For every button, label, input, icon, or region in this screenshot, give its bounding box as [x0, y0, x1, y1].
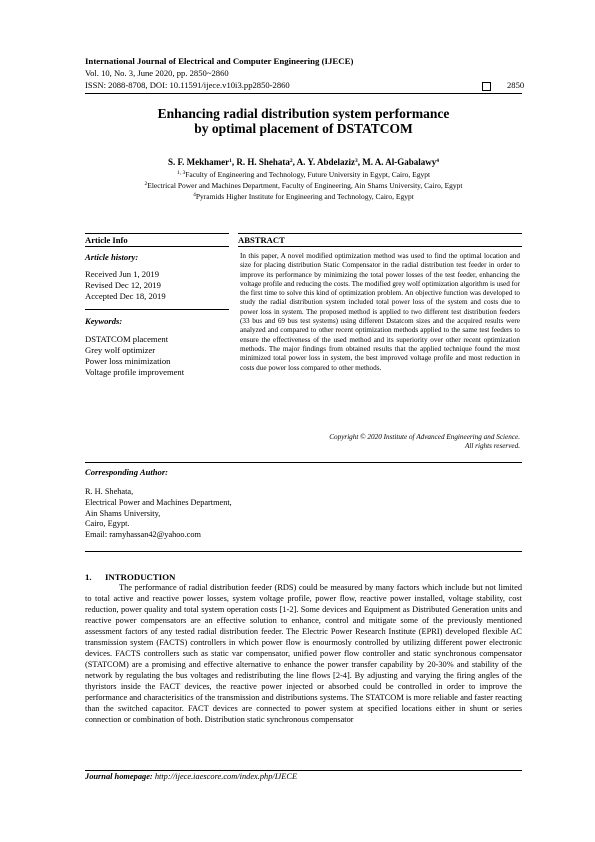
- history-divider: [85, 309, 229, 310]
- section-title: INTRODUCTION: [105, 572, 176, 582]
- page-box-icon: [482, 82, 491, 91]
- history-item: Accepted Dec 18, 2019: [85, 291, 166, 301]
- author-separator: ,: [292, 157, 297, 167]
- keyword: Voltage profile improvement: [85, 367, 185, 377]
- affiliation-sup: 4: [193, 192, 196, 198]
- keywords-list: [85, 334, 184, 378]
- section-heading: [85, 572, 175, 582]
- issn-doi: ISSN: 2088-8708, DOI: 10.11591/ijece.v10i3.pp2850-2860: [85, 80, 290, 90]
- history-item: Received Jun 1, 2019: [85, 269, 159, 279]
- author-list: [85, 157, 522, 167]
- header-divider: [85, 93, 522, 94]
- author-sup: 2: [289, 158, 293, 164]
- keyword: DSTATCOM placement: [85, 334, 169, 344]
- corresponding-heading: Corresponding Author:: [85, 467, 169, 477]
- title-line-1: Enhancing radial distribution system performance: [157, 106, 450, 121]
- journal-name: International Journal of Electrical and Computer Engineering (IJECE): [85, 56, 354, 66]
- article-info-sub-rule: [85, 246, 229, 247]
- keywords-heading: Keywords:: [85, 316, 123, 326]
- history-list: [85, 269, 166, 302]
- history-heading: Article history:: [85, 252, 139, 262]
- author-sup: 4: [436, 158, 440, 164]
- author: A. Y. Abdelaziz: [296, 157, 356, 167]
- author-sup: 1: [229, 158, 232, 164]
- corresponding-details: [85, 487, 232, 541]
- affiliation-text: Electrical Power and Machines Department, Faculty of Engineering, Ain Shams University, Cairo, Egypt: [147, 181, 463, 190]
- title-line-2: by optimal placement of DSTATCOM: [194, 121, 413, 136]
- copyright: [240, 433, 520, 452]
- author: M. A. Al-Gabalawy: [362, 157, 437, 167]
- affiliation: [85, 170, 522, 180]
- affiliation-text: Pyramids Higher Institute for Engineering and Technology, Cairo, Egypt: [195, 192, 414, 201]
- history-item: Revised Dec 12, 2019: [85, 280, 161, 290]
- author: S. F. Mekhamer: [167, 157, 230, 167]
- abstract-text: In this paper, A novel modified optimization method was used to find the optimal location and size for placing distribution Static Compensator in the radial distribution test feeder in order to improve its performance by minimizing the total power losses of the test feeder, enhancing the voltage profile and reducing the costs. The modified grey wolf optimization algorithm is used for the first time to solve this kind of optimization problem. An objective function was developed to study the radial distribution system included total power loss of the system and costs due to power loss in system. The proposed method is applied to two different test distribution feeders (33 bus and 69 bus test systems) using different Dstatcom sizes and the acquired results were analyzed and compared to other recent optimization methods applied to the same test feeders to ensure the effectiveness of the used method and its superiority over other recent optimization methods. The major findings from obtained results that the applied technique found the most minimized total power loss in system, the best improved voltage profile and most reduction in costs due power loss compared to other methods.: [240, 252, 520, 372]
- footer-colon: :: [149, 772, 155, 781]
- abstract-sub-rule: [238, 246, 522, 247]
- author: R. H. Shehata: [236, 157, 290, 167]
- paper-title: [85, 106, 522, 136]
- keyword: Grey wolf optimizer: [85, 345, 156, 355]
- copyright-line-2: All rights reserved.: [464, 442, 520, 451]
- corresponding-line: Cairo, Egypt.: [85, 519, 130, 529]
- affiliation-sup: 1, 3: [176, 170, 186, 176]
- page-number: 2850: [507, 80, 525, 90]
- volume-info: Vol. 10, No. 3, June 2020, pp. 2850~2860: [85, 68, 229, 78]
- section-number: 1.: [85, 572, 92, 582]
- article-info-heading: Article Info: [85, 235, 128, 245]
- author-separator: ,: [231, 157, 237, 167]
- affiliation-sup: 2: [144, 181, 148, 187]
- footer-divider: [85, 770, 522, 771]
- keyword: Power loss minimization: [85, 356, 171, 366]
- abstract-top-rule: [238, 233, 522, 234]
- corresponding-email: Email: ramyhassan42@yahoo.com: [85, 530, 201, 540]
- footer-label: Journal homepage: [85, 772, 150, 781]
- corresponding-top-rule: [85, 462, 522, 463]
- copyright-line-1: Copyright © 2020 Institute of Advanced Engineering and Science.: [329, 433, 520, 441]
- introduction-text: The performance of radial distribution feeder (RDS) could be measured by many factors which include but not limited to total active and reactive power losses, system voltage profile, power flow, reactive power installed, voltage stability, cost reduction, power quality and total system operation costs [1-2]. Some devices and Equipment as Distributed Generation units and reactive power compensators are an effective solution to enhance, control and mitigate some of the previously mentioned assessment factors of any tested radial distribution feeder. The Electric Power Research Institute (EPRI) developed flexible AC transmission system (FACTS) controllers in which power flow is enourmosly controlled by utilizing different power electronic devices. FACTS controllers such as static var compensator, unified power flow controller and static synchronous compensator (STATCOM) are a promising and effective alternative to enhance the power transfer capability by 20-30% and stability of the network by regulating the bus voltages and redistributing the line flows [2-4]. By adjusting and varying the firing angles of the thyristors inside the FACT devices, the reactive power injected or absorbed could be controlled in order to improve the performance and characterisitics of the transmission and distributions systems. The STATCOM is more reliable and faster reacting than the switched capacitor. FACT devices are connected to power system at specified locations either in shunt or series connection or combination of both. Distribution static synchronous compensator: [85, 583, 522, 725]
- abstract-heading: ABSTRACT: [238, 235, 285, 245]
- affiliation: [85, 181, 522, 191]
- corresponding-bottom-rule: [85, 551, 522, 552]
- corresponding-line: R. H. Shehata,: [85, 487, 134, 496]
- journal-homepage-link[interactable]: http://ijece.iaescore.com/index.php/IJECE: [154, 772, 298, 781]
- affiliation-text: Faculty of Engineering and Technology, Future University in Egypt, Cairo, Egypt: [185, 170, 431, 179]
- author-separator: ,: [357, 157, 363, 167]
- article-info-top-rule: [85, 233, 229, 234]
- affiliation: [85, 192, 522, 202]
- corresponding-line: Ain Shams University,: [85, 508, 161, 518]
- author-sup: 3: [355, 158, 358, 164]
- footer: [85, 772, 297, 781]
- corresponding-line: Electrical Power and Machines Department,: [85, 497, 232, 507]
